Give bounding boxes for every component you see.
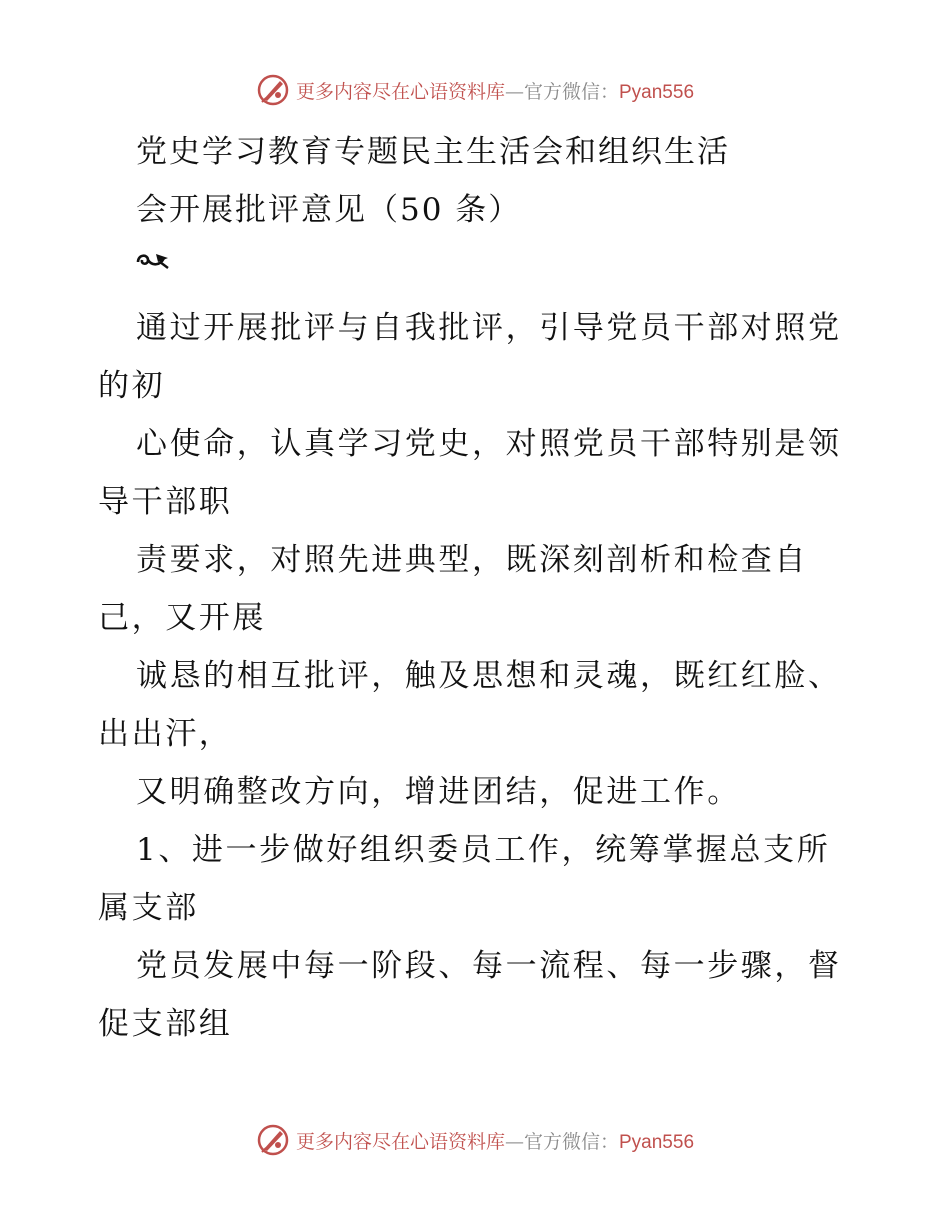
paragraph-line: 的初 [98, 368, 166, 404]
quill-pen-logo-icon [256, 73, 290, 107]
paragraph-line: 通过开展批评与自我批评，引导党员干部对照党 [136, 310, 842, 346]
paragraph-line: 心使命，认真学习党史，对照党员干部特别是领 [136, 426, 842, 462]
watermark-text: 更多内容尽在心语资料库—官方微信：Pyan556 [295, 80, 695, 103]
paragraph-line: 又明确整改方向，增进团结，促进工作。 [136, 774, 741, 810]
document-title-line-2: 会开展批评意见（50 条） [136, 192, 522, 228]
flourish-ornament-icon [134, 248, 172, 274]
footer-watermark [0, 1120, 950, 1160]
document-title-line-1: 党史学习教育专题民主生活会和组织生活 [136, 134, 730, 170]
header-watermark [0, 70, 950, 110]
paragraph-line: 促支部组 [98, 1006, 233, 1042]
paragraph-line: 己，又开展 [98, 600, 266, 636]
paragraph-line: 党员发展中每一阶段、每一流程、每一步骤，督 [136, 948, 842, 984]
paragraph-line: 导干部职 [98, 484, 233, 520]
quill-pen-logo-icon [256, 1123, 290, 1157]
watermark-text: 更多内容尽在心语资料库—官方微信：Pyan556 [295, 1130, 695, 1153]
paragraph-line: 出出汗， [98, 716, 233, 752]
numbered-item-line: 1、进一步做好组织委员工作，统筹掌握总支所 [136, 832, 831, 868]
paragraph-line: 诚恳的相互批评，触及思想和灵魂，既红红脸、 [136, 658, 842, 694]
paragraph-line: 责要求，对照先进典型，既深刻剖析和检查自 [136, 542, 808, 578]
paragraph-line: 属支部 [98, 890, 199, 926]
